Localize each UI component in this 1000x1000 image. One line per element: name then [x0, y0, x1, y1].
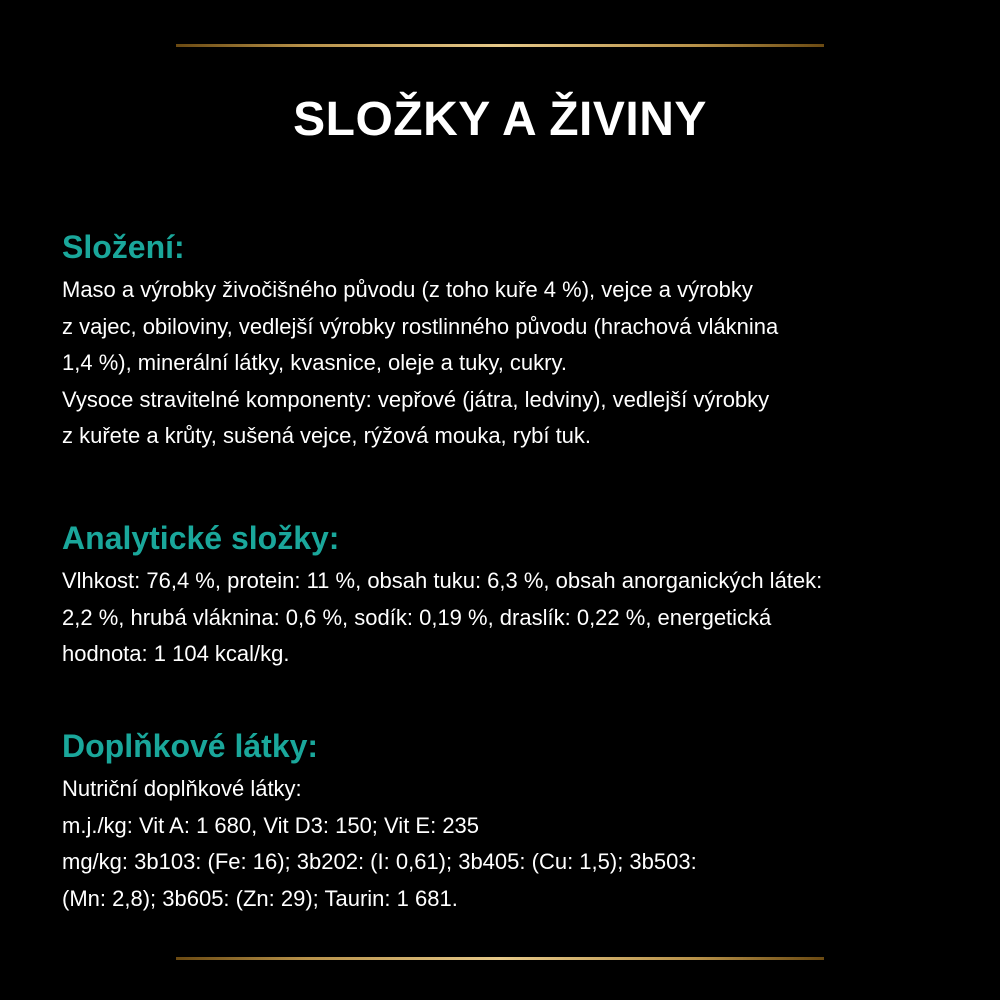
composition-section: [62, 228, 962, 455]
analytic-line: hodnota: 1 104 kcal/kg.: [62, 641, 290, 666]
composition-line: Vysoce stravitelné komponenty: vepřové (játra, ledviny), vedlejší výrobky: [62, 386, 770, 412]
analytic-line: Vlhkost: 76,4 %, protein: 11 %, obsah tuku: 6,3 %, obsah anorganických látek:: [62, 568, 823, 593]
composition-line: Maso a výrobky živočišného původu (z toho kuře 4 %), vejce a výrobky: [62, 277, 753, 302]
bottom-gold-divider: [176, 957, 824, 960]
composition-heading: Složení:: [62, 229, 185, 265]
page-title: SLOŽKY A ŽIVINY: [293, 93, 707, 146]
additives-line: Nutriční doplňkové látky:: [62, 776, 302, 801]
composition-line: 1,4 %), minerální látky, kvasnice, oleje a tuky, cukry.: [62, 350, 567, 375]
top-gold-divider: [176, 44, 824, 47]
additives-line: (Mn: 2,8); 3b605: (Zn: 29); Taurin: 1 681.: [62, 885, 458, 911]
additives-line: m.j./kg: Vit A: 1 680, Vit D3: 150; Vit E: 235: [62, 812, 480, 838]
analytic-heading: Analytické složky:: [62, 520, 340, 556]
analytic-section: [62, 519, 962, 673]
additives-section: [62, 727, 962, 917]
additives-heading: Doplňkové látky:: [62, 728, 319, 764]
analytic-line: 2,2 %, hrubá vláknina: 0,6 %, sodík: 0,19 %, draslík: 0,22 %, energetická: [62, 604, 772, 630]
composition-line: z kuřete a krůty, sušená vejce, rýžová mouka, rybí tuk.: [62, 423, 592, 448]
composition-line: z vajec, obiloviny, vedlejší výrobky rostlinného původu (hrachová vláknina: [62, 313, 779, 339]
additives-line: mg/kg: 3b103: (Fe: 16); 3b202: (I: 0,61); 3b405: (Cu: 1,5); 3b503:: [62, 849, 697, 874]
